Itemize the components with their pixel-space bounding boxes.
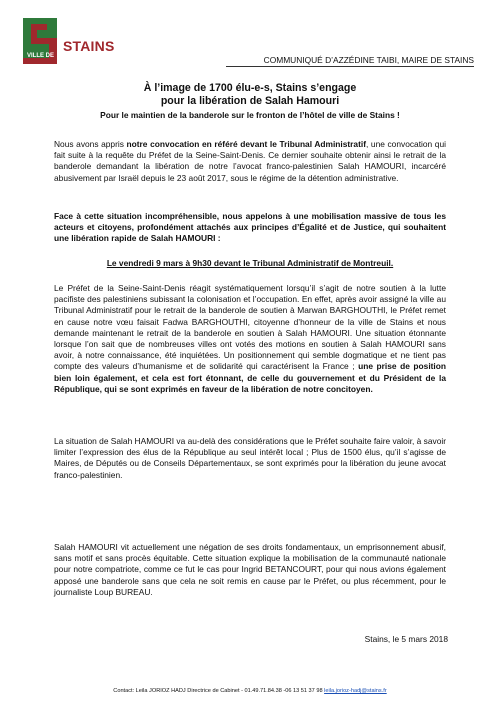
rendez-vous-line: Le vendredi 9 mars à 9h30 devant le Tribunal Administratif de Montreuil. — [106, 258, 394, 268]
paragraph-droits: Salah HAMOURI vit actuellement une négation de ses droits fondamentaux, un emprisonnement abusif, sans motif et sans procès équitable. Cette situation explique la mobilisation de la communauté nationale pour notre compatriote, comme ce fut le cas pour Ingrid BETANCOURT, pour qui nous avions également apposé une banderole sans que cela ne soit remis en cause par le Préfet, ou plus récemment, pour le journaliste Loup BUREAU. — [54, 542, 446, 597]
paragraph-prefet — [54, 283, 446, 395]
p1-text-c: , une convocation qui fait suite à la requête du Préfet de la Seine-Saint-Denis. Ce dernier souhaite obtenir ainsi le retrait de la banderole demandant la libération de notre l’avocat franco-palestinien Salah HAMOURI, incarcéré abusivement par Israël depuis le 23 août 2017, sous le régime de la détention administrative. — [54, 139, 446, 183]
document-title — [40, 82, 460, 108]
footer-email-link[interactable]: leila.jorioz-hadj@stains.fr — [324, 688, 387, 694]
paragraph-situation: La situation de Salah HAMOURI va au-delà des considérations que le Préfet souhaite faire valoir, à savoir limiter l’expression des élus de la République au seul intérêt local ; Plus de 1500 élus, qu’il s’agisse de Maires, de Députés ou de Conseils Départementaux, se sont exprimés pour la libération du jeune avocat franco-palestinien. — [54, 436, 446, 480]
footer-contact-text: Contact: Leila JORIOZ HADJ Directrice de Cabinet - 01.49.71.84.38 -06 13 51 37 98 — [113, 688, 325, 694]
stains-logo — [23, 18, 123, 64]
paragraph-convocation — [54, 139, 446, 184]
communique-header: COMMUNIQUÉ D’AZZÉDINE TAIBI, MAIRE DE STAINS — [263, 55, 474, 65]
p3-text-bold: une prise de position bien loin également, et cela est fort étonnant, de celle du gouvernement et du Président de la République, qui se sont exprimés en faveur de la libération de notre concitoyen. — [54, 361, 446, 394]
p1-text-bold: notre convocation en référé devant le Tribunal Administratif — [126, 139, 366, 149]
paragraph-mobilisation: Face à cette situation incompréhensible, nous appelons à une mobilisation massive de tous les acteurs et citoyens, profondément attachés aux principes d’Égalité et de Justice, qui souhaitent une libération rapide de Salah HAMOURI : — [54, 211, 446, 244]
logo-ville-text: VILLE DE — [27, 53, 55, 59]
document-date: Stains, le 5 mars 2018 — [364, 634, 448, 644]
title-line-1: À l’image de 1700 élu-e-s, Stains s’engage — [143, 82, 357, 94]
footer-contact — [0, 688, 500, 694]
p1-text-a: Nous avons appris — [54, 139, 127, 149]
document-subtitle: Pour le maintien de la banderole sur le fronton de l’hôtel de ville de Stains ! — [100, 110, 400, 120]
p3-text-a: Le Préfet de la Seine-Saint-Denis réagit systématiquement lorsqu’il s’agit de notre soutien à la lutte pacifiste des palestiniens subissant la colonisation et l’occupation. En effet, après avoir assigné la ville au Tribunal Administratif pour le retrait de la banderole de soutien à Marwan BARGHOUTHI, le Préfet remet en cause notre vœu faisait Fadwa BARGHOUTHI, citoyenne d’honneur de la ville de Stains et nous demande maintenant le retrait de la banderole en soutien à Salah HAMOURI. Une situation étonnante lorsque l’on sait que de nombreuses villes ont votés des motions en soutien à Salah HAMOURI sans avoir, à notre connaissance, été inquiétées. Un positionnement qui semble dogmatique et ne tient pas compte des valeurs d’humanisme et de solidarité qui caractérisent la France ; — [54, 283, 446, 372]
logo-name-text: STAINS — [63, 38, 115, 54]
title-line-2: pour la libération de Salah Hamouri — [160, 95, 340, 107]
header-rule — [226, 66, 474, 67]
